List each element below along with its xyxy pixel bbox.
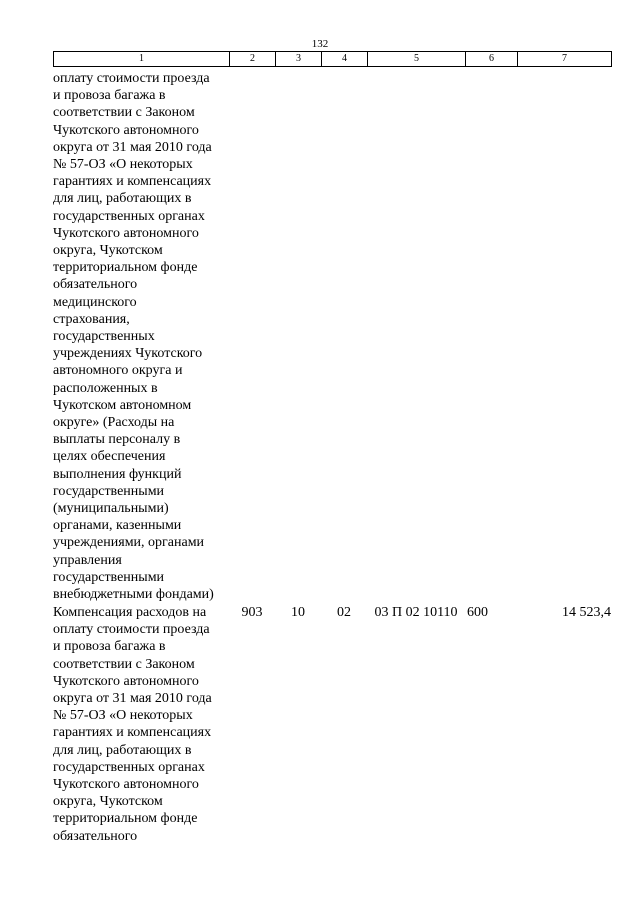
cell-col7: 14 523,4 (562, 605, 611, 620)
page-number: 132 (311, 38, 329, 50)
description-line: и провоза багажа в (53, 88, 166, 104)
description-line: медицинского (53, 294, 137, 310)
description-line: Чукотского автономного (53, 122, 199, 138)
cell-col4: 02 (337, 605, 351, 620)
description-line: Чукотском автономном (53, 397, 192, 413)
column-header: 4 (322, 52, 368, 67)
description-line: для лиц, работающих в (53, 191, 192, 207)
description-line: внебюджетными фондами) (53, 587, 214, 603)
description-line: оплату стоимости проезда (53, 71, 210, 86)
description-line: государственными (53, 569, 165, 585)
column-header-row (54, 52, 612, 67)
description-line: соответствии с Законом (53, 105, 195, 121)
description-line: автономного округа и (53, 363, 183, 379)
description-line: управления (53, 552, 122, 568)
description-line: государственных (53, 329, 155, 345)
description-line: органами, казенными (53, 518, 182, 534)
description-line: округа, Чукотском (53, 243, 163, 259)
description-line: расположенных в (53, 380, 158, 396)
row-description (53, 604, 233, 845)
description-line: Чукотского автономного (53, 777, 199, 793)
row-description (53, 70, 233, 603)
description-line: гарантиях и компенсациях (53, 174, 212, 190)
column-header: 2 (230, 52, 276, 67)
description-line: оплату стоимости проезда (53, 622, 210, 638)
description-line: государственных органах (53, 759, 205, 775)
cell-col3: 10 (291, 605, 305, 620)
description-line: территориальном фонде (53, 811, 198, 827)
description-line: округа, Чукотском (53, 794, 163, 810)
description-line: округа от 31 мая 2010 года (53, 691, 212, 707)
description-line: учреждениях Чукотского (53, 346, 203, 362)
column-header: 1 (54, 52, 230, 67)
description-line: страхования, (53, 311, 130, 327)
description-line: для лиц, работающих в (53, 742, 192, 758)
description-line: № 57-ОЗ «О некоторых (53, 708, 193, 724)
column-header-table (53, 51, 612, 67)
column-header: 5 (368, 52, 466, 67)
description-line: государственными (53, 483, 165, 499)
description-line: округа от 31 мая 2010 года (53, 139, 212, 155)
description-line: № 57-ОЗ «О некоторых (53, 157, 193, 173)
description-line: государственных органах (53, 208, 205, 224)
description-line: обязательного (53, 277, 138, 293)
description-line: выплаты персоналу в (53, 432, 181, 448)
description-line: целях обеспечения (53, 449, 166, 465)
cell-col5: 03 П 02 10110 (374, 605, 458, 620)
column-header: 6 (466, 52, 518, 67)
cell-col6: 600 (467, 605, 488, 620)
description-line: гарантиях и компенсациях (53, 725, 212, 741)
description-line: обязательного (53, 828, 138, 844)
description-line: округе» (Расходы на (53, 415, 175, 431)
description-line: соответствии с Законом (53, 656, 195, 672)
description-line: (муниципальными) (53, 501, 169, 517)
description-line: территориальном фонде (53, 260, 198, 276)
description-line: и провоза багажа в (53, 639, 166, 655)
description-line: Чукотского автономного (53, 225, 199, 241)
cell-col2: 903 (241, 605, 263, 620)
column-header: 7 (518, 52, 612, 67)
description-line: учреждениями, органами (53, 535, 205, 551)
column-header: 3 (276, 52, 322, 67)
description-line: Чукотского автономного (53, 673, 199, 689)
description-line: Компенсация расходов на (53, 605, 207, 620)
description-line: выполнения функций (53, 466, 182, 482)
